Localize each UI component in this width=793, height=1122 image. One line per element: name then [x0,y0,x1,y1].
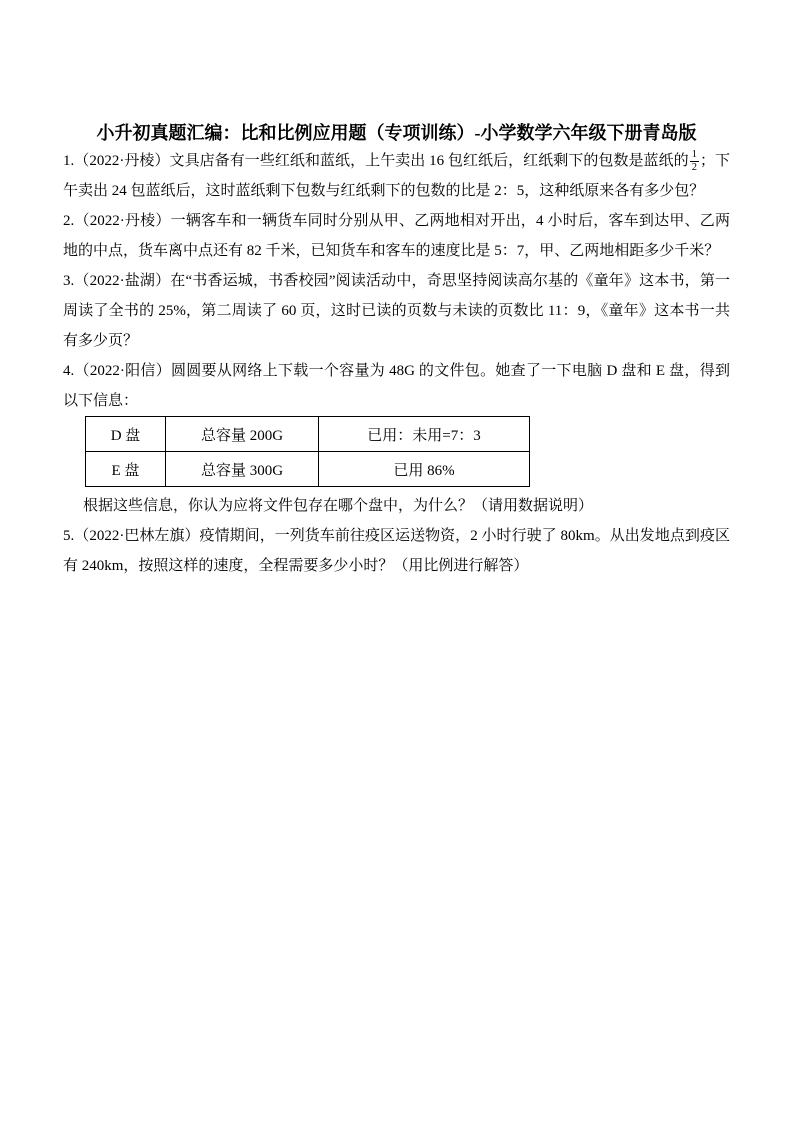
question-1-text-start: 1.（2022·丹棱）文具店备有一些红纸和蓝纸，上午卖出 16 包红纸后，红纸剩下的包数是蓝纸的 [63,153,689,169]
disk-info-table [85,416,530,487]
question-4-note: 根据这些信息，你认为应将文件包存在哪个盘中，为什么？（请用数据说明） [83,498,594,514]
cell-disk-capacity: 总容量 300G [166,452,319,487]
question-1 [63,146,730,206]
fraction-one-half [690,149,699,174]
table-row-e-disk [86,452,530,487]
question-5: 5.（2022·巴林左旗）疫情期间，一列货车前往疫区运送物资，2 小时行驶了 80km。从出发地点到疫区有 240km，按照这样的速度，全程需要多少小时？（用比例进行解答） [63,528,730,574]
fraction-denominator: 2 [691,161,697,173]
page-title: 小升初真题汇编：比和比例应用题（专项训练）-小学数学六年级下册青岛版 [96,123,697,143]
cell-disk-usage: 已用：未用=7：3 [319,417,530,452]
cell-disk-name: E 盘 [86,452,166,487]
table-row-d-disk [86,417,530,452]
cell-disk-capacity: 总容量 200G [166,417,319,452]
question-4: 4.（2022·阳信）圆圆要从网络上下载一个容量为 48G 的文件包。她查了一下电脑 D 盘和 E 盘，得到以下信息： [63,363,730,409]
question-3: 3.（2022·盐湖）在“书香运城，书香校园”阅读活动中，奇思坚持阅读高尔基的《童年》这本书，第一周读了全书的 25%，第二周读了 60 页，这时已读的页数与未读的页数比 11：9，《童年》这本书一共有多少页？ [63,273,730,349]
cell-disk-usage: 已用 86% [319,452,530,487]
question-1-text-end: ；下午卖出 24 包蓝纸后，这时蓝纸剩下包数与红纸剩下的包数的比是 2：5，这种纸原来各有多少包？ [63,153,730,199]
cell-disk-name: D 盘 [86,417,166,452]
question-2: 2.（2022·丹棱）一辆客车和一辆货车同时分别从甲、乙两地相对开出，4 小时后，客车到达甲、乙两地的中点，货车离中点还有 82 千米，已知货车和客车的速度比是 5：7，甲、乙两地相距多少千米？ [63,213,730,259]
fraction-numerator: 1 [690,149,699,162]
